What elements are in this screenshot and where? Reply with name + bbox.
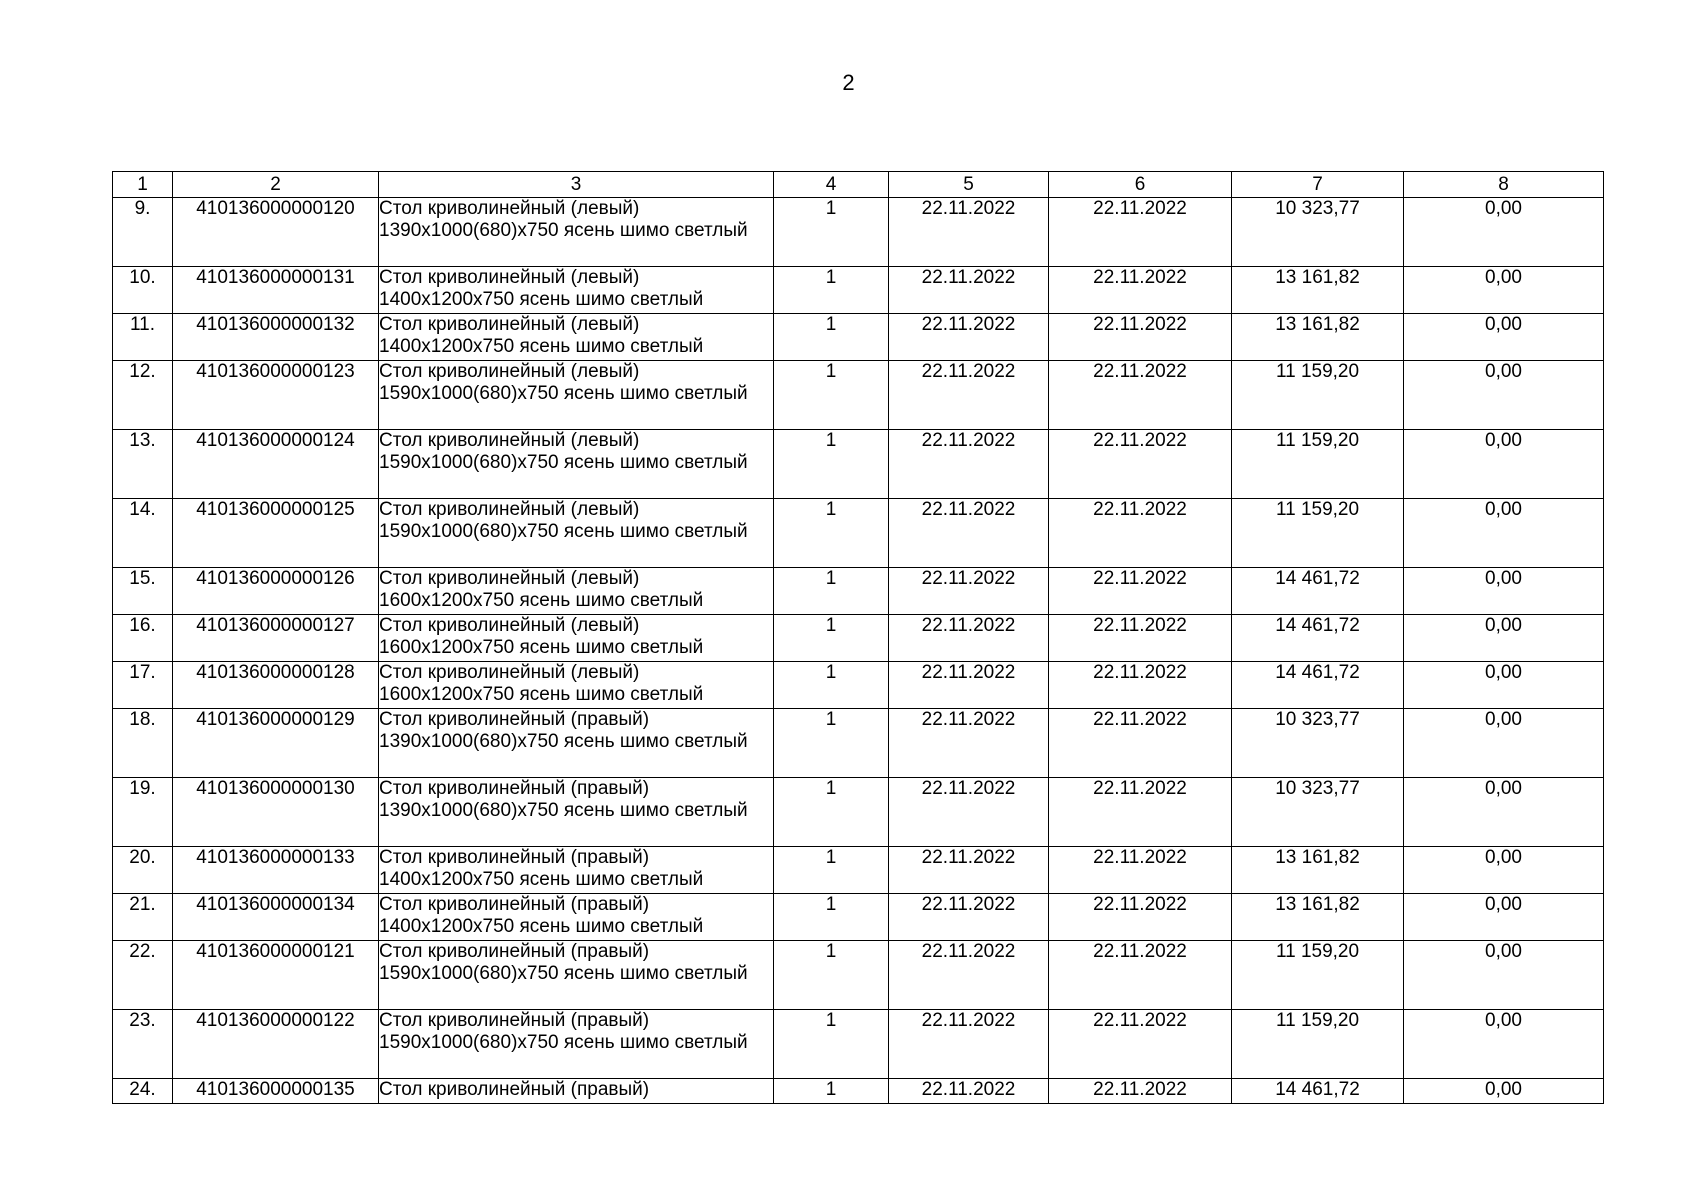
cost-cell: 11 159,20 [1232,941,1404,1010]
asset-register-table [112,171,1604,1104]
residual-value-cell: 0,00 [1404,198,1604,267]
item-name-cell: Стол криволинейный (левый) 1600х1200х750 ясень шимо светлый [379,615,774,662]
date-cell: 22.11.2022 [889,499,1049,568]
row-number-cell: 12. [113,361,173,430]
inventory-number-cell: 410136000000121 [173,941,379,1010]
row-number-cell: 23. [113,1010,173,1079]
table-row [113,314,1604,361]
item-name-cell: Стол криволинейный (левый) 1600х1200х750 ясень шимо светлый [379,662,774,709]
table-row [113,847,1604,894]
row-number-cell: 9. [113,198,173,267]
residual-value-cell: 0,00 [1404,709,1604,778]
residual-value-cell: 0,00 [1404,568,1604,615]
date-cell: 22.11.2022 [1049,1010,1232,1079]
quantity-cell: 1 [774,430,889,499]
date-cell: 22.11.2022 [889,568,1049,615]
residual-value-cell: 0,00 [1404,662,1604,709]
date-cell: 22.11.2022 [889,314,1049,361]
residual-value-cell: 0,00 [1404,1010,1604,1079]
date-cell: 22.11.2022 [889,847,1049,894]
residual-value-cell: 0,00 [1404,778,1604,847]
date-cell: 22.11.2022 [889,709,1049,778]
cost-cell: 13 161,82 [1232,314,1404,361]
date-cell: 22.11.2022 [1049,615,1232,662]
quantity-cell: 1 [774,778,889,847]
table-row [113,267,1604,314]
inventory-number-cell: 410136000000122 [173,1010,379,1079]
table-row [113,361,1604,430]
item-name-cell: Стол криволинейный (правый) 1590х1000(680)х750 ясень шимо светлый [379,1010,774,1079]
inventory-number-cell: 410136000000123 [173,361,379,430]
date-cell: 22.11.2022 [889,894,1049,941]
cost-cell: 13 161,82 [1232,847,1404,894]
quantity-cell: 1 [774,314,889,361]
date-cell: 22.11.2022 [889,267,1049,314]
residual-value-cell: 0,00 [1404,847,1604,894]
date-cell: 22.11.2022 [1049,267,1232,314]
row-number-cell: 22. [113,941,173,1010]
item-name-cell: Стол криволинейный (правый) 1390х1000(680)х750 ясень шимо светлый [379,778,774,847]
date-cell: 22.11.2022 [1049,894,1232,941]
row-number-cell: 11. [113,314,173,361]
residual-value-cell: 0,00 [1404,1079,1604,1104]
cost-cell: 13 161,82 [1232,894,1404,941]
table-row [113,1010,1604,1079]
table-row [113,430,1604,499]
date-cell: 22.11.2022 [889,662,1049,709]
date-cell: 22.11.2022 [1049,198,1232,267]
inventory-number-cell: 410136000000124 [173,430,379,499]
cost-cell: 10 323,77 [1232,709,1404,778]
quantity-cell: 1 [774,709,889,778]
item-name-cell: Стол криволинейный (правый) 1390х1000(680)х750 ясень шимо светлый [379,709,774,778]
cost-cell: 11 159,20 [1232,361,1404,430]
quantity-cell: 1 [774,361,889,430]
date-cell: 22.11.2022 [889,778,1049,847]
row-number-cell: 10. [113,267,173,314]
date-cell: 22.11.2022 [1049,314,1232,361]
date-cell: 22.11.2022 [889,198,1049,267]
date-cell: 22.11.2022 [889,1079,1049,1104]
inventory-number-cell: 410136000000133 [173,847,379,894]
page-number: 2 [842,70,855,95]
column-header-8: 8 [1404,172,1604,198]
row-number-cell: 24. [113,1079,173,1104]
item-name-cell: Стол криволинейный (левый) 1390х1000(680)х750 ясень шимо светлый [379,198,774,267]
inventory-number-cell: 410136000000129 [173,709,379,778]
residual-value-cell: 0,00 [1404,430,1604,499]
date-cell: 22.11.2022 [1049,1079,1232,1104]
date-cell: 22.11.2022 [889,1010,1049,1079]
inventory-number-cell: 410136000000134 [173,894,379,941]
inventory-number-cell: 410136000000127 [173,615,379,662]
table-row [113,894,1604,941]
cost-cell: 11 159,20 [1232,499,1404,568]
cost-cell: 14 461,72 [1232,1079,1404,1104]
column-header-1: 1 [113,172,173,198]
column-header-7: 7 [1232,172,1404,198]
quantity-cell: 1 [774,499,889,568]
date-cell: 22.11.2022 [1049,568,1232,615]
inventory-number-cell: 410136000000131 [173,267,379,314]
date-cell: 22.11.2022 [1049,662,1232,709]
table-row [113,568,1604,615]
date-cell: 22.11.2022 [889,361,1049,430]
quantity-cell: 1 [774,568,889,615]
row-number-cell: 13. [113,430,173,499]
table-row [113,615,1604,662]
item-name-cell: Стол криволинейный (левый) 1590х1000(680)х750 ясень шимо светлый [379,499,774,568]
header-row [113,172,1604,198]
cost-cell: 14 461,72 [1232,568,1404,615]
row-number-cell: 16. [113,615,173,662]
row-number-cell: 15. [113,568,173,615]
item-name-cell: Стол криволинейный (левый) 1590х1000(680)х750 ясень шимо светлый [379,361,774,430]
quantity-cell: 1 [774,267,889,314]
cost-cell: 14 461,72 [1232,615,1404,662]
date-cell: 22.11.2022 [1049,847,1232,894]
item-name-cell: Стол криволинейный (правый) 1400х1200х750 ясень шимо светлый [379,894,774,941]
cost-cell: 13 161,82 [1232,267,1404,314]
cost-cell: 14 461,72 [1232,662,1404,709]
date-cell: 22.11.2022 [889,430,1049,499]
item-name-cell: Стол криволинейный (левый) 1400х1200х750 ясень шимо светлый [379,267,774,314]
inventory-number-cell: 410136000000125 [173,499,379,568]
row-number-cell: 17. [113,662,173,709]
quantity-cell: 1 [774,1010,889,1079]
table-row [113,709,1604,778]
column-header-3: 3 [379,172,774,198]
row-number-cell: 19. [113,778,173,847]
item-name-cell: Стол криволинейный (левый) 1600х1200х750 ясень шимо светлый [379,568,774,615]
cost-cell: 10 323,77 [1232,198,1404,267]
column-header-5: 5 [889,172,1049,198]
column-header-6: 6 [1049,172,1232,198]
cost-cell: 10 323,77 [1232,778,1404,847]
table-row [113,778,1604,847]
date-cell: 22.11.2022 [1049,361,1232,430]
quantity-cell: 1 [774,941,889,1010]
item-name-cell: Стол криволинейный (правый) 1590х1000(680)х750 ясень шимо светлый [379,941,774,1010]
date-cell: 22.11.2022 [1049,430,1232,499]
row-number-cell: 18. [113,709,173,778]
date-cell: 22.11.2022 [1049,778,1232,847]
table-row [113,941,1604,1010]
item-name-cell: Стол криволинейный (левый) 1400х1200х750 ясень шимо светлый [379,314,774,361]
table-body [113,198,1604,1104]
row-number-cell: 20. [113,847,173,894]
column-header-2: 2 [173,172,379,198]
residual-value-cell: 0,00 [1404,499,1604,568]
inventory-number-cell: 410136000000126 [173,568,379,615]
residual-value-cell: 0,00 [1404,267,1604,314]
table-row [113,1079,1604,1104]
quantity-cell: 1 [774,847,889,894]
date-cell: 22.11.2022 [889,615,1049,662]
inventory-number-cell: 410136000000132 [173,314,379,361]
row-number-cell: 21. [113,894,173,941]
inventory-number-cell: 410136000000120 [173,198,379,267]
item-name-cell: Стол криволинейный (правый) [379,1079,774,1104]
item-name-cell: Стол криволинейный (левый) 1590х1000(680)х750 ясень шимо светлый [379,430,774,499]
quantity-cell: 1 [774,615,889,662]
date-cell: 22.11.2022 [1049,499,1232,568]
row-number-cell: 14. [113,499,173,568]
date-cell: 22.11.2022 [1049,709,1232,778]
quantity-cell: 1 [774,198,889,267]
quantity-cell: 1 [774,1079,889,1104]
table-header [113,172,1604,198]
column-header-4: 4 [774,172,889,198]
table-row [113,662,1604,709]
cost-cell: 11 159,20 [1232,1010,1404,1079]
date-cell: 22.11.2022 [889,941,1049,1010]
quantity-cell: 1 [774,662,889,709]
quantity-cell: 1 [774,894,889,941]
table-row [113,198,1604,267]
residual-value-cell: 0,00 [1404,941,1604,1010]
date-cell: 22.11.2022 [1049,941,1232,1010]
inventory-number-cell: 410136000000128 [173,662,379,709]
residual-value-cell: 0,00 [1404,615,1604,662]
inventory-number-cell: 410136000000135 [173,1079,379,1104]
cost-cell: 11 159,20 [1232,430,1404,499]
residual-value-cell: 0,00 [1404,314,1604,361]
residual-value-cell: 0,00 [1404,361,1604,430]
inventory-number-cell: 410136000000130 [173,778,379,847]
item-name-cell: Стол криволинейный (правый) 1400х1200х750 ясень шимо светлый [379,847,774,894]
table-row [113,499,1604,568]
residual-value-cell: 0,00 [1404,894,1604,941]
